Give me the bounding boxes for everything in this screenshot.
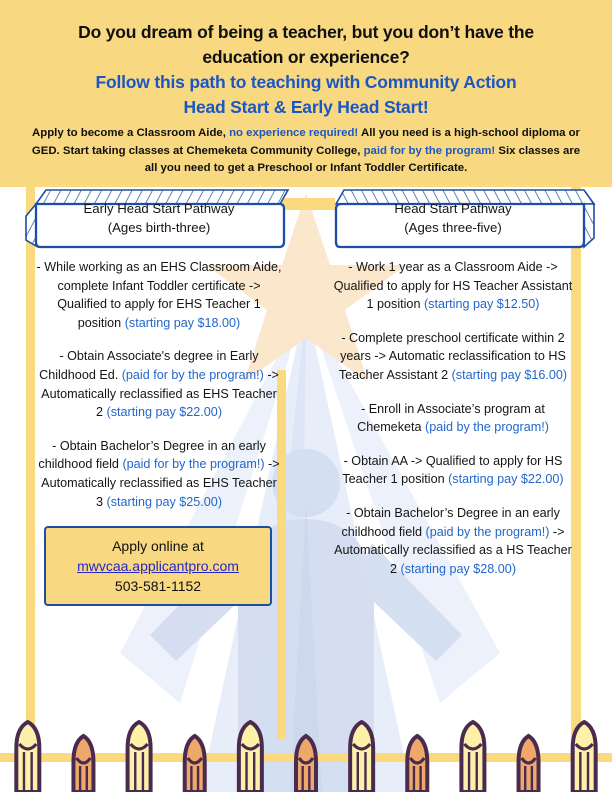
step-text: - Obtain Bachelor’s Degree in an early childhood field: [38, 438, 266, 472]
subtext-part-3: Six classes are all you need to get a Preschool or Infant Toddler Certificate.: [144, 144, 581, 174]
pencil-icon: [296, 736, 316, 792]
step-text: - While working as an EHS Classroom Aide, complete Infant Toddler certificate -> Qualified to apply for EHS Teacher 1 position: [36, 260, 282, 330]
pathway-step: [330, 258, 576, 314]
step-highlight: (starting pay $18.00): [124, 315, 241, 330]
header-banner: [0, 0, 612, 183]
pencil-row-decoration: [0, 718, 612, 792]
step-text: - Obtain AA -> Qualified to apply for HS Teacher 1 position: [342, 453, 563, 487]
step-highlight: (paid for by the program!): [122, 457, 265, 472]
pencil-icon: [407, 736, 427, 792]
early-head-start-column: [36, 190, 282, 606]
pencils-svg: [0, 718, 612, 792]
pencil-icon: [519, 736, 539, 792]
pencil-icon: [185, 736, 205, 792]
head-title-line-2: (Ages three-five): [404, 219, 502, 235]
early-head-start-header-box: [36, 190, 282, 248]
phone-number[interactable]: 503-581-1152: [114, 578, 202, 595]
pathway-step: [36, 258, 282, 332]
step-text: - Work 1 year as a Classroom Aide -> Qualified to apply for HS Teacher Assistant 1 position: [333, 260, 573, 312]
step-highlight: (paid for by the program!): [121, 367, 264, 382]
subtext-part-1: Apply to become a Classroom Aide,: [32, 127, 226, 139]
pencil-icon: [350, 722, 373, 792]
head-title-line-1: Head Start Pathway: [394, 201, 512, 216]
step-text: -> Automatically reclassified as EHS Teacher 3: [41, 457, 280, 509]
step-highlight: (starting pay $28.00): [400, 561, 517, 576]
step-text: - Complete preschool certificate within 2 years -> Automatic reclassification to HS Teacher Assistant 2: [338, 330, 566, 382]
early-head-start-title: [36, 200, 282, 237]
pathway-step: [330, 452, 576, 489]
headline-line-1: Do you dream of being a teacher, but you don’t have the: [78, 22, 534, 42]
pathway-step: [330, 400, 576, 437]
left-accent-stripe: [26, 183, 35, 739]
pencil-icon: [573, 722, 596, 792]
pathway-step: [36, 347, 282, 421]
pencil-icon: [239, 722, 262, 792]
step-text: - Obtain Associate's degree in Early Childhood Ed.: [39, 349, 259, 382]
step-text: - Enroll in Associate’s program at Chemeketa: [357, 401, 545, 435]
pencil-icon: [16, 722, 39, 792]
subtext-part-2: All you need is a high-school diploma or GED. Start taking classes at Chemeketa Community College,: [31, 127, 580, 157]
step-text: -> Automatically reclassified as a HS Teacher 2: [334, 524, 572, 576]
step-highlight: (starting pay $22.00): [106, 405, 223, 420]
contact-label: Apply online at: [112, 538, 204, 555]
step-text: -> Automatically reclassified as EHS Teacher 2: [41, 367, 279, 420]
head-start-steps: [330, 258, 576, 578]
step-highlight: (starting pay $25.00): [106, 494, 223, 509]
step-text: - Obtain Bachelor’s Degree in an early childhood field: [341, 505, 560, 539]
headline-line-2: education or experience?: [202, 47, 410, 67]
pathway-step: [36, 437, 282, 511]
step-highlight: (paid by the program!): [425, 420, 549, 435]
pathway-step: [330, 329, 576, 385]
pencil-icon: [461, 722, 484, 792]
head-start-title: [330, 200, 576, 237]
early-title-line-1: Early Head Start Pathway: [83, 201, 235, 216]
step-highlight: (starting pay $12.50): [423, 297, 540, 312]
pencil-icon: [73, 736, 93, 792]
head-start-header-box: [330, 190, 576, 248]
headline-line-4: Head Start & Early Head Start!: [183, 97, 429, 117]
subtext-highlight-1: no experience required!: [229, 127, 359, 139]
application-link[interactable]: mwvcaa.applicantpro.com: [77, 558, 239, 575]
step-highlight: (paid by the program!): [425, 524, 550, 539]
pathway-step: [330, 504, 576, 578]
pencil-icon: [128, 722, 151, 792]
early-head-start-steps: [36, 258, 282, 511]
step-highlight: (starting pay $16.00): [451, 367, 568, 382]
subtext-highlight-2: paid for by the program!: [363, 144, 496, 157]
head-start-column: [330, 190, 576, 593]
early-title-line-2: (Ages birth-three): [107, 219, 211, 235]
contact-box[interactable]: [44, 526, 272, 606]
headline-line-3: Follow this path to teaching with Community Action: [95, 72, 517, 92]
step-highlight: (starting pay $22.00): [448, 472, 564, 487]
header-subtext: [28, 125, 584, 178]
